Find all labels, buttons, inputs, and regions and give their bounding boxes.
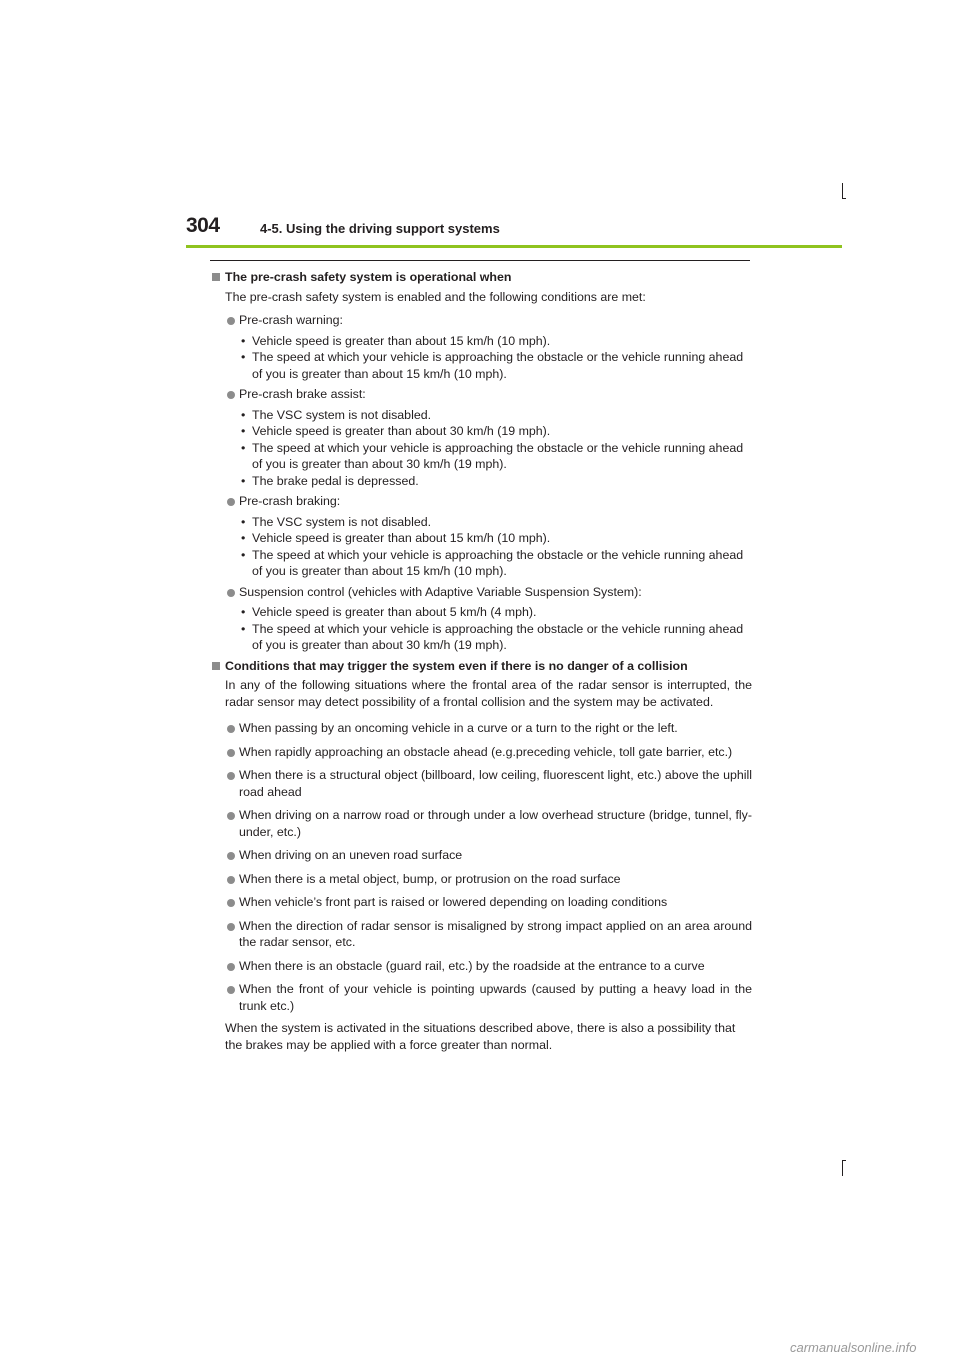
section-heading — [211, 269, 752, 286]
section-intro: In any of the following situations where the frontal area of the radar sensor is interrupted, the radar sensor may detect possibility of a frontal collision and the system may be activated. — [225, 678, 752, 709]
condition-list — [211, 604, 752, 654]
trigger-item: When there is a metal object, bump, or protrusion on the road surface — [211, 871, 752, 888]
condition-item: • The speed at which your vehicle is approaching the obstacle or the vehicle running ahead of you is greater than about 15 km/h (10 mph). — [241, 547, 744, 578]
condition-item: • Vehicle speed is greater than about 15 km/h (10 mph). — [241, 333, 551, 348]
condition-item: • Vehicle speed is greater than about 15 km/h (10 mph). — [241, 531, 551, 545]
bullet-dot-icon — [227, 725, 235, 733]
bullet-dot-icon — [227, 986, 235, 994]
header-rule — [186, 245, 842, 248]
bullet-dot-icon — [227, 589, 235, 597]
section-heading-text: Conditions that may trigger the system even if there is no danger of a collision — [225, 658, 688, 673]
bullet-dot-icon — [227, 498, 235, 506]
trigger-item: When there is a structural object (billboard, low ceiling, fluorescent light, etc.) above the uphill road ahead — [211, 767, 752, 800]
condition-list — [211, 333, 752, 383]
trigger-item: When driving on a narrow road or through under a low overhead structure (bridge, tunnel, fly-under, etc.) — [211, 807, 752, 840]
condition-group — [211, 386, 752, 403]
bullet-dot-icon — [227, 876, 235, 884]
condition-group-label: Suspension control (vehicles with Adaptive Variable Suspension System): — [239, 584, 642, 599]
crop-mark-bottom-tick — [842, 1160, 846, 1161]
page-header — [186, 214, 842, 248]
crop-mark-top — [842, 183, 843, 199]
condition-group — [211, 312, 752, 329]
section-outro: When the system is activated in the situations described above, there is also a possibility that the brakes may be applied with a force greater than normal. — [225, 1021, 736, 1052]
condition-group-label: Pre-crash braking: — [239, 494, 341, 508]
bullet-dot-icon — [227, 963, 235, 971]
condition-group — [211, 584, 752, 601]
square-marker-icon — [212, 273, 220, 281]
trigger-item: When rapidly approaching an obstacle ahead (e.g.preceding vehicle, toll gate barrier, etc.) — [211, 744, 752, 761]
page-number: 304 — [186, 214, 220, 237]
condition-item: • The speed at which your vehicle is approaching the obstacle or the vehicle running ahead of you is greater than about 15 km/h (10 mph). — [241, 350, 744, 381]
trigger-item: When vehicle’s front part is raised or lowered depending on loading conditions — [211, 894, 752, 911]
section-heading-text: The pre-crash safety system is operational when — [225, 270, 512, 284]
bullet-dot-icon — [227, 391, 235, 399]
bullet-dot-icon — [227, 749, 235, 757]
crop-mark-top-tick — [842, 198, 846, 199]
bullet-dot-icon — [227, 317, 235, 325]
page-content — [211, 266, 752, 1053]
bullet-dot-icon — [227, 852, 235, 860]
bullet-dot-icon — [227, 812, 235, 820]
condition-item: • The brake pedal is depressed. — [241, 473, 419, 488]
section-heading — [211, 658, 752, 675]
trigger-item: When passing by an oncoming vehicle in a curve or a turn to the right or the left. — [211, 720, 752, 737]
footer-watermark: carmanualsonline.info — [790, 1340, 917, 1355]
trigger-item: When the front of your vehicle is pointing upwards (caused by putting a heavy load in the trunk etc.) — [211, 981, 752, 1014]
condition-group-label: Pre-crash brake assist: — [239, 387, 366, 401]
condition-item: • The speed at which your vehicle is approaching the obstacle or the vehicle running ahead of you is greater than about 30 km/h (19 mph). — [241, 440, 744, 471]
condition-item: • The speed at which your vehicle is approaching the obstacle or the vehicle running ahead of you is greater than about 30 km/h (19 mph). — [241, 621, 744, 652]
crop-mark-bottom — [842, 1160, 843, 1176]
condition-item: • The VSC system is not disabled. — [241, 407, 432, 422]
section-title: 4-5. Using the driving support systems — [260, 221, 500, 236]
bullet-dot-icon — [227, 923, 235, 931]
condition-item: • Vehicle speed is greater than about 5 km/h (4 mph). — [241, 605, 537, 619]
trigger-item: When the direction of radar sensor is misaligned by strong impact applied on an area around the radar sensor, etc. — [211, 918, 752, 951]
condition-item: • Vehicle speed is greater than about 30 km/h (19 mph). — [241, 424, 551, 438]
content-top-rule — [210, 260, 750, 261]
condition-list — [211, 407, 752, 490]
section-intro: The pre-crash safety system is enabled and the following conditions are met: — [225, 289, 646, 304]
bullet-dot-icon — [227, 899, 235, 907]
trigger-item: When driving on an uneven road surface — [211, 847, 752, 864]
condition-list — [211, 514, 752, 580]
square-marker-icon — [212, 662, 220, 670]
condition-item: • The VSC system is not disabled. — [241, 514, 432, 529]
trigger-item: When there is an obstacle (guard rail, etc.) by the roadside at the entrance to a curve — [211, 958, 752, 975]
bullet-dot-icon — [227, 772, 235, 780]
condition-group-label: Pre-crash warning: — [239, 313, 343, 327]
condition-group — [211, 493, 752, 510]
